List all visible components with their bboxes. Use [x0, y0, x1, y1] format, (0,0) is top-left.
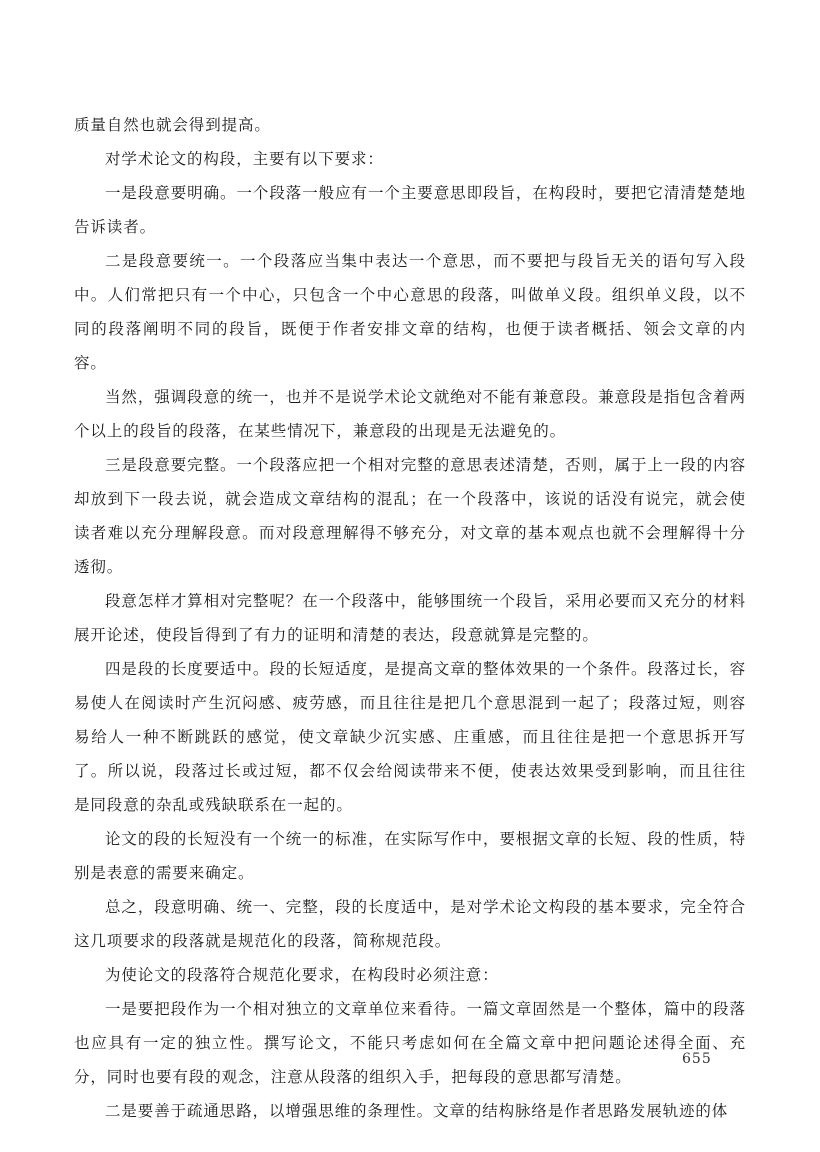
- paragraph-point-3: 三是段意要完整。一个段落应把一个相对完整的意思表述清楚，否则，属于上一段的内容却放到下一段去说，就会造成文章结构的混乱；在一个段落中，该说的话没有说完，就会使读者难以充分理解段意。而对段意理解得不够充分，对文章的基本观点也就不会理解得十分透彻。: [74, 456, 746, 576]
- paragraph-completeness: 段意怎样才算相对完整呢？在一个段落中，能够围统一个段旨，采用必要而又充分的材料展开论述，使段旨得到了有力的证明和清楚的表达，段意就算是完整的。: [74, 592, 746, 644]
- paragraph-continuation: 质量自然也就会得到提高。: [74, 116, 271, 134]
- paragraph-notice-intro: 为使论文的段落符合规范化要求，在构段时必须注意：: [105, 966, 499, 984]
- paragraph-multi-meaning: 当然，强调段意的统一，也并不是说学术论文就绝对不能有兼意段。兼意段是指包含着两个以上的段旨的段落，在某些情况下，兼意段的出现是无法避免的。: [74, 388, 746, 440]
- paragraph-point-4: 四是段的长度要适中。段的长短适度，是提高文章的整体效果的一个条件。段落过长，容易使人在阅读时产生沉闷感、疲劳感，而且往往是把几个意思混到一起了；段落过短，则容易给人一种不断跳跃的感觉，使文章缺少沉实感、庄重感，而且往往是把一个意思拆开写了。所以说，段落过长或过短，都不仅会给阅读带来不便，使表达效果受到影响，而且往往是同段意的杂乱或残缺联系在一起的。: [74, 660, 746, 814]
- page-body: [74, 108, 746, 1128]
- paragraph-intro: 对学术论文的构段，主要有以下要求：: [105, 150, 384, 168]
- page-number: 655: [682, 1051, 712, 1067]
- paragraph-point-1: 一是段意要明确。一个段落一般应有一个主要意思即段旨，在构段时，要把它清清楚楚地告诉读者。: [74, 184, 746, 236]
- paragraph-notice-2: 二是要善于疏通思路，以增强思维的条理性。文章的结构脉络是作者思路发展轨迹的体: [105, 1102, 729, 1120]
- paragraph-summary: 总之，段意明确、统一、完整，段的长度适中，是对学术论文构段的基本要求，完全符合这几项要求的段落就是规范化的段落，简称规范段。: [74, 898, 746, 950]
- paragraph-notice-1: 一是要把段作为一个相对独立的文章单位来看待。一篇文章固然是一个整体，篇中的段落也应具有一定的独立性。撰写论文，不能只考虑如何在全篇文章中把问题论述得全面、充分，同时也要有段的观念，注意从段落的组织入手，把每段的意思都写清楚。: [74, 1000, 746, 1086]
- paragraph-point-2: 二是段意要统一。一个段落应当集中表达一个意思，而不要把与段旨无关的语句写入段中。人们常把只有一个中心，只包含一个中心意思的段落，叫做单义段。组织单义段，以不同的段落阐明不同的段旨，既便于作者安排文章的结构，也便于读者概括、领会文章的内容。: [74, 252, 746, 372]
- paragraph-length-standard: 论文的段的长短没有一个统一的标准，在实际写作中，要根据文章的长短、段的性质，特别是表意的需要来确定。: [74, 830, 746, 882]
